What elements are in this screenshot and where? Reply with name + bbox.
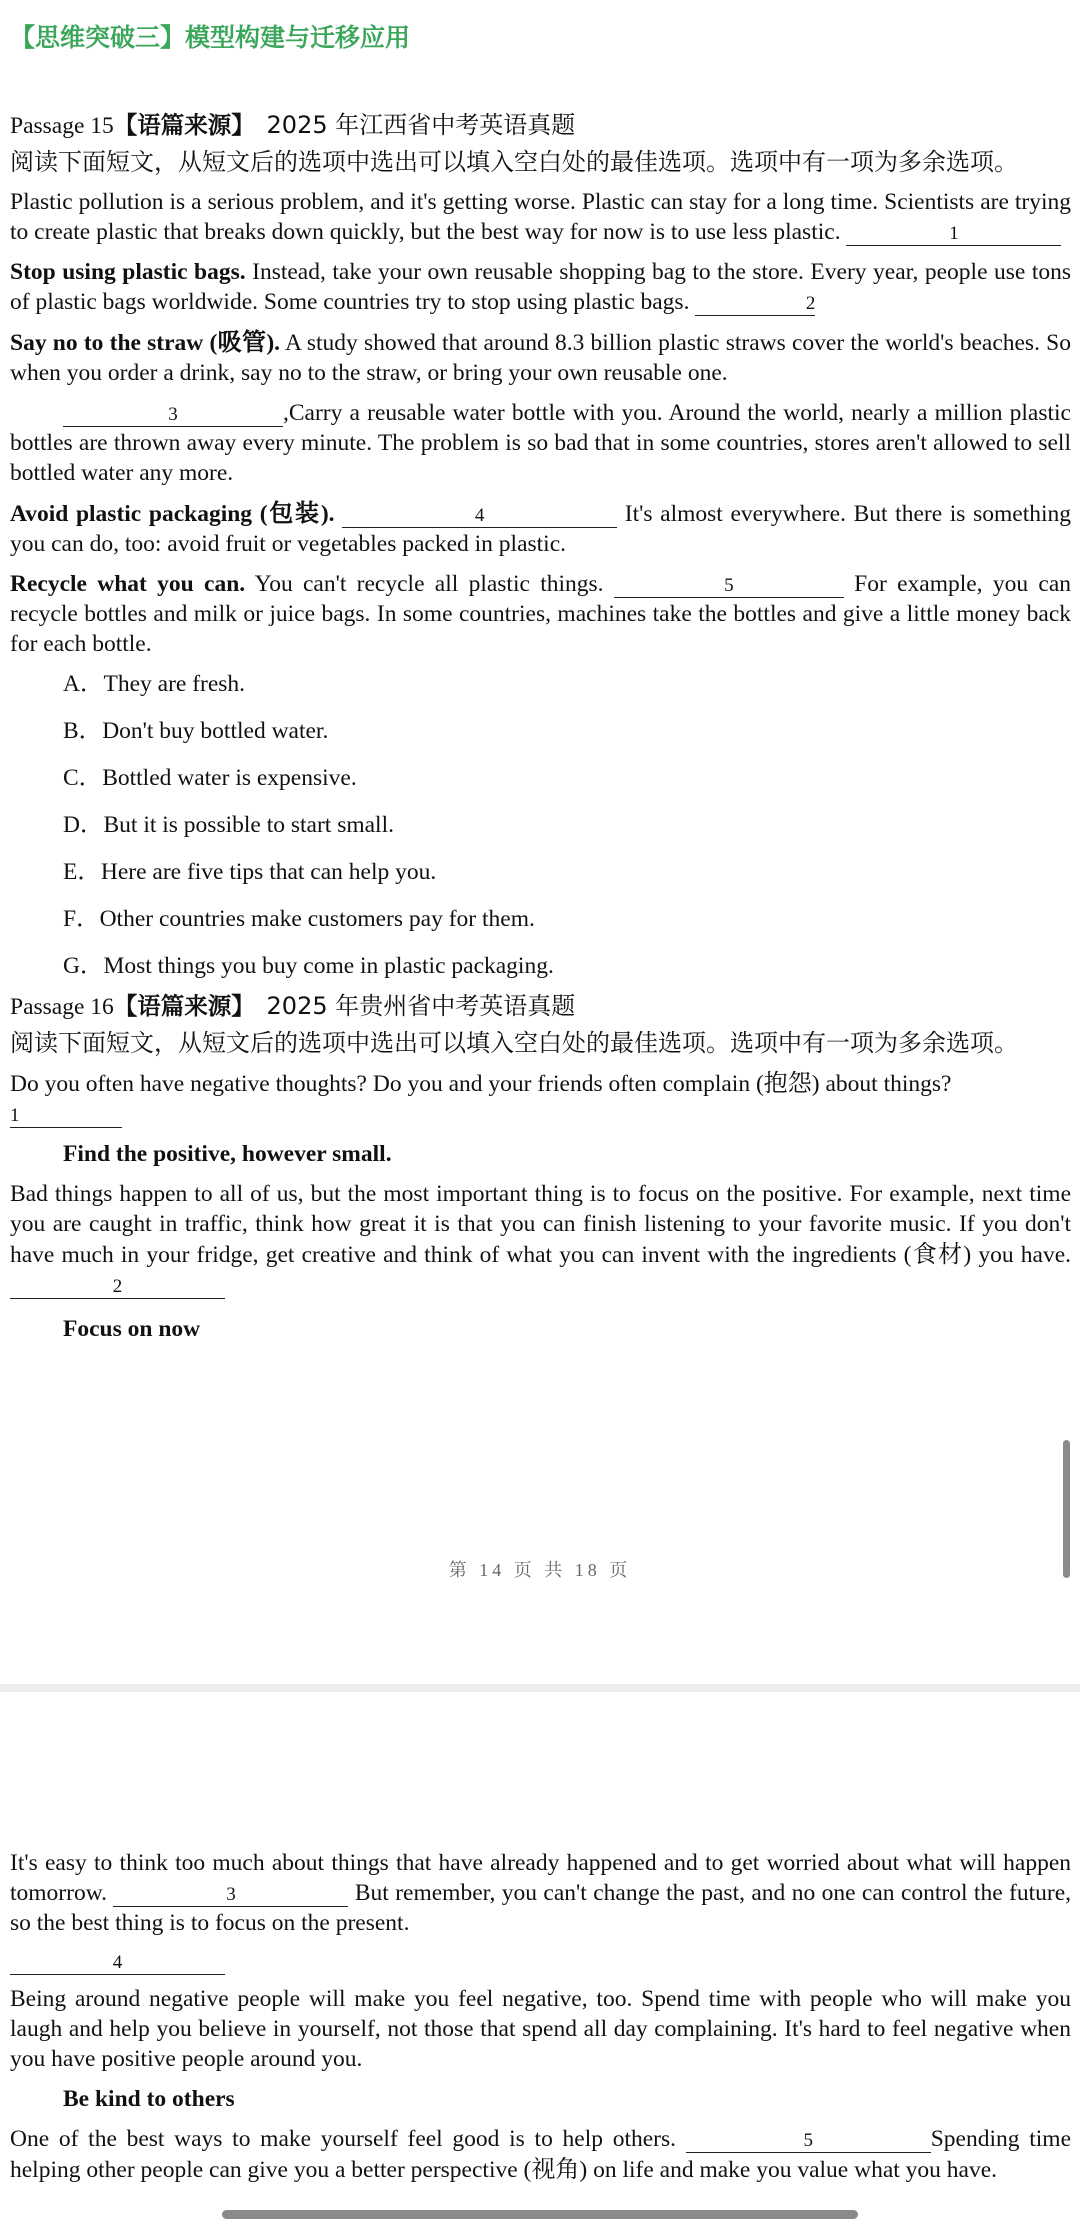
blank-1: 1 bbox=[846, 223, 1061, 246]
tip-heading: Recycle what you can. bbox=[10, 571, 246, 597]
paragraph bbox=[10, 569, 1071, 659]
document-page-continued bbox=[0, 1692, 1080, 2229]
paragraph bbox=[10, 187, 1071, 247]
blank-2: 2 bbox=[10, 1276, 225, 1299]
option-item: E．Here are five tips that can help you. bbox=[63, 859, 437, 885]
tip-heading: Stop using plastic bags. bbox=[10, 259, 246, 285]
subheading: Focus on now bbox=[63, 1316, 201, 1342]
passage-label: Passage 15 bbox=[10, 113, 114, 139]
paragraph bbox=[10, 327, 1071, 388]
option-item: F．Other countries make customers pay for them. bbox=[63, 906, 535, 932]
paragraph bbox=[10, 398, 1071, 488]
passage-16-title bbox=[10, 991, 1071, 1022]
paragraph: Bad things happen to all of us, but the most important thing is to focus on the positive. For example, next time you are caught in traffic, think how great it is that you can finish listening to your favorite music. If you don't have much in your fridge, get creative and think of what you can invent with the ingredients (食材) you have. 2 bbox=[10, 1181, 1072, 1297]
paragraph-text: It's almost everywhere. But there is something you can do, too: avoid fruit or vegetables packed in plastic. bbox=[10, 501, 1071, 557]
tip-heading: Avoid plastic packaging (包装). bbox=[10, 499, 335, 527]
blank-4: 4 bbox=[342, 505, 617, 528]
blank-2: 2 bbox=[695, 293, 815, 316]
tip-heading: Say no to the straw (吸管). bbox=[10, 328, 281, 356]
paragraph-text: ,Carry a reusable water bottle with you. Around the world, nearly a million plastic bottles are thrown away every minute. The problem is so bad that in some countries, stores aren't allowed to sell bottled water any more. bbox=[10, 400, 1071, 486]
blank-5: 5 bbox=[686, 2130, 931, 2153]
paragraph bbox=[10, 1946, 1071, 1976]
blank-1: 1 bbox=[10, 1105, 122, 1128]
paragraph: Being around negative people will make you feel negative, too. Spend time with people who will make you laugh and help you believe in yourself, not those that spend all day complaining. It's hard to feel negative when you have positive people around you. bbox=[10, 1986, 1071, 2072]
paragraph-text: Plastic pollution is a serious problem, and it's getting worse. Plastic can stay for a long time. Scientists are trying to create plastic that breaks down quickly, but the best way for now is to use less plastic. bbox=[10, 189, 1071, 245]
passage-label: Passage 16 bbox=[10, 994, 114, 1020]
paragraph-text: For example, you can recycle bottles and milk or juice bags. In some countries, machines take the bottles and give a little money back for each bottle. bbox=[10, 571, 1071, 657]
option-item: B．Don't buy bottled water. bbox=[63, 718, 329, 744]
subheading: Be kind to others bbox=[63, 2086, 235, 2112]
paragraph: Do you often have negative thoughts? Do you and your friends often complain (抱怨) about things? 1 bbox=[10, 1069, 952, 1126]
paragraph-text: Instead, take your own reusable shopping bag to the store. Every year, people use tons of plastic bags worldwide. Some countries try to stop using plastic bags. bbox=[10, 259, 1071, 315]
home-indicator[interactable] bbox=[222, 2210, 858, 2219]
paragraph-text: You can't recycle all plastic things. bbox=[254, 571, 604, 597]
source-tag: 【语篇来源】 bbox=[113, 992, 255, 1020]
paragraph: It's easy to think too much about things that have already happened and to get worried about what will happen tomorrow. 3 But remember, you can't change the past, and no one can control the future, so the best thing is to focus on the present. bbox=[10, 1850, 1072, 1936]
blank-4: 4 bbox=[10, 1952, 225, 1975]
option-item: G．Most things you buy come in plastic packaging. bbox=[63, 953, 554, 979]
page-indicator: 第 14 页 共 18 页 bbox=[448, 1560, 632, 1580]
section-title: 【思维突破三】模型构建与迁移应用 bbox=[10, 23, 411, 52]
blank-5: 5 bbox=[614, 575, 844, 598]
page-divider bbox=[0, 1684, 1080, 1692]
source-text: 2025 年江西省中考英语真题 bbox=[266, 111, 576, 139]
paragraph: One of the best ways to make yourself feel good is to help others. 5 Spending time helping other people can give you a better perspective (视角) on life and make you value what you have. bbox=[10, 2126, 1071, 2183]
options-list bbox=[10, 669, 1071, 981]
blank-3: 3 bbox=[113, 1884, 348, 1907]
passage-15 bbox=[10, 110, 1071, 1344]
source-text: 2025 年贵州省中考英语真题 bbox=[266, 992, 576, 1020]
option-item: A．They are fresh. bbox=[63, 671, 246, 697]
blank-3: 3 bbox=[63, 404, 283, 427]
instruction: 阅读下面短文，从短文后的选项中选出可以填入空白处的最佳选项。选项中有一项为多余选项。 bbox=[10, 148, 1018, 176]
paragraph bbox=[10, 498, 1071, 559]
paragraph bbox=[10, 257, 1071, 317]
passage-15-title bbox=[10, 110, 1071, 141]
instruction: 阅读下面短文，从短文后的选项中选出可以填入空白处的最佳选项。选项中有一项为多余选项。 bbox=[10, 1029, 1018, 1057]
subheading: Find the positive, however small. bbox=[63, 1141, 392, 1167]
paragraph-text: A study showed that around 8.3 billion plastic straws cover the world's beaches. So when you order a drink, say no to the straw, or bring your own reusable one. bbox=[10, 330, 1071, 386]
source-tag: 【语篇来源】 bbox=[113, 111, 255, 139]
option-item: C．Bottled water is expensive. bbox=[63, 765, 357, 791]
passage-16-continued bbox=[10, 1848, 1071, 2185]
option-item: D．But it is possible to start small. bbox=[63, 812, 394, 838]
